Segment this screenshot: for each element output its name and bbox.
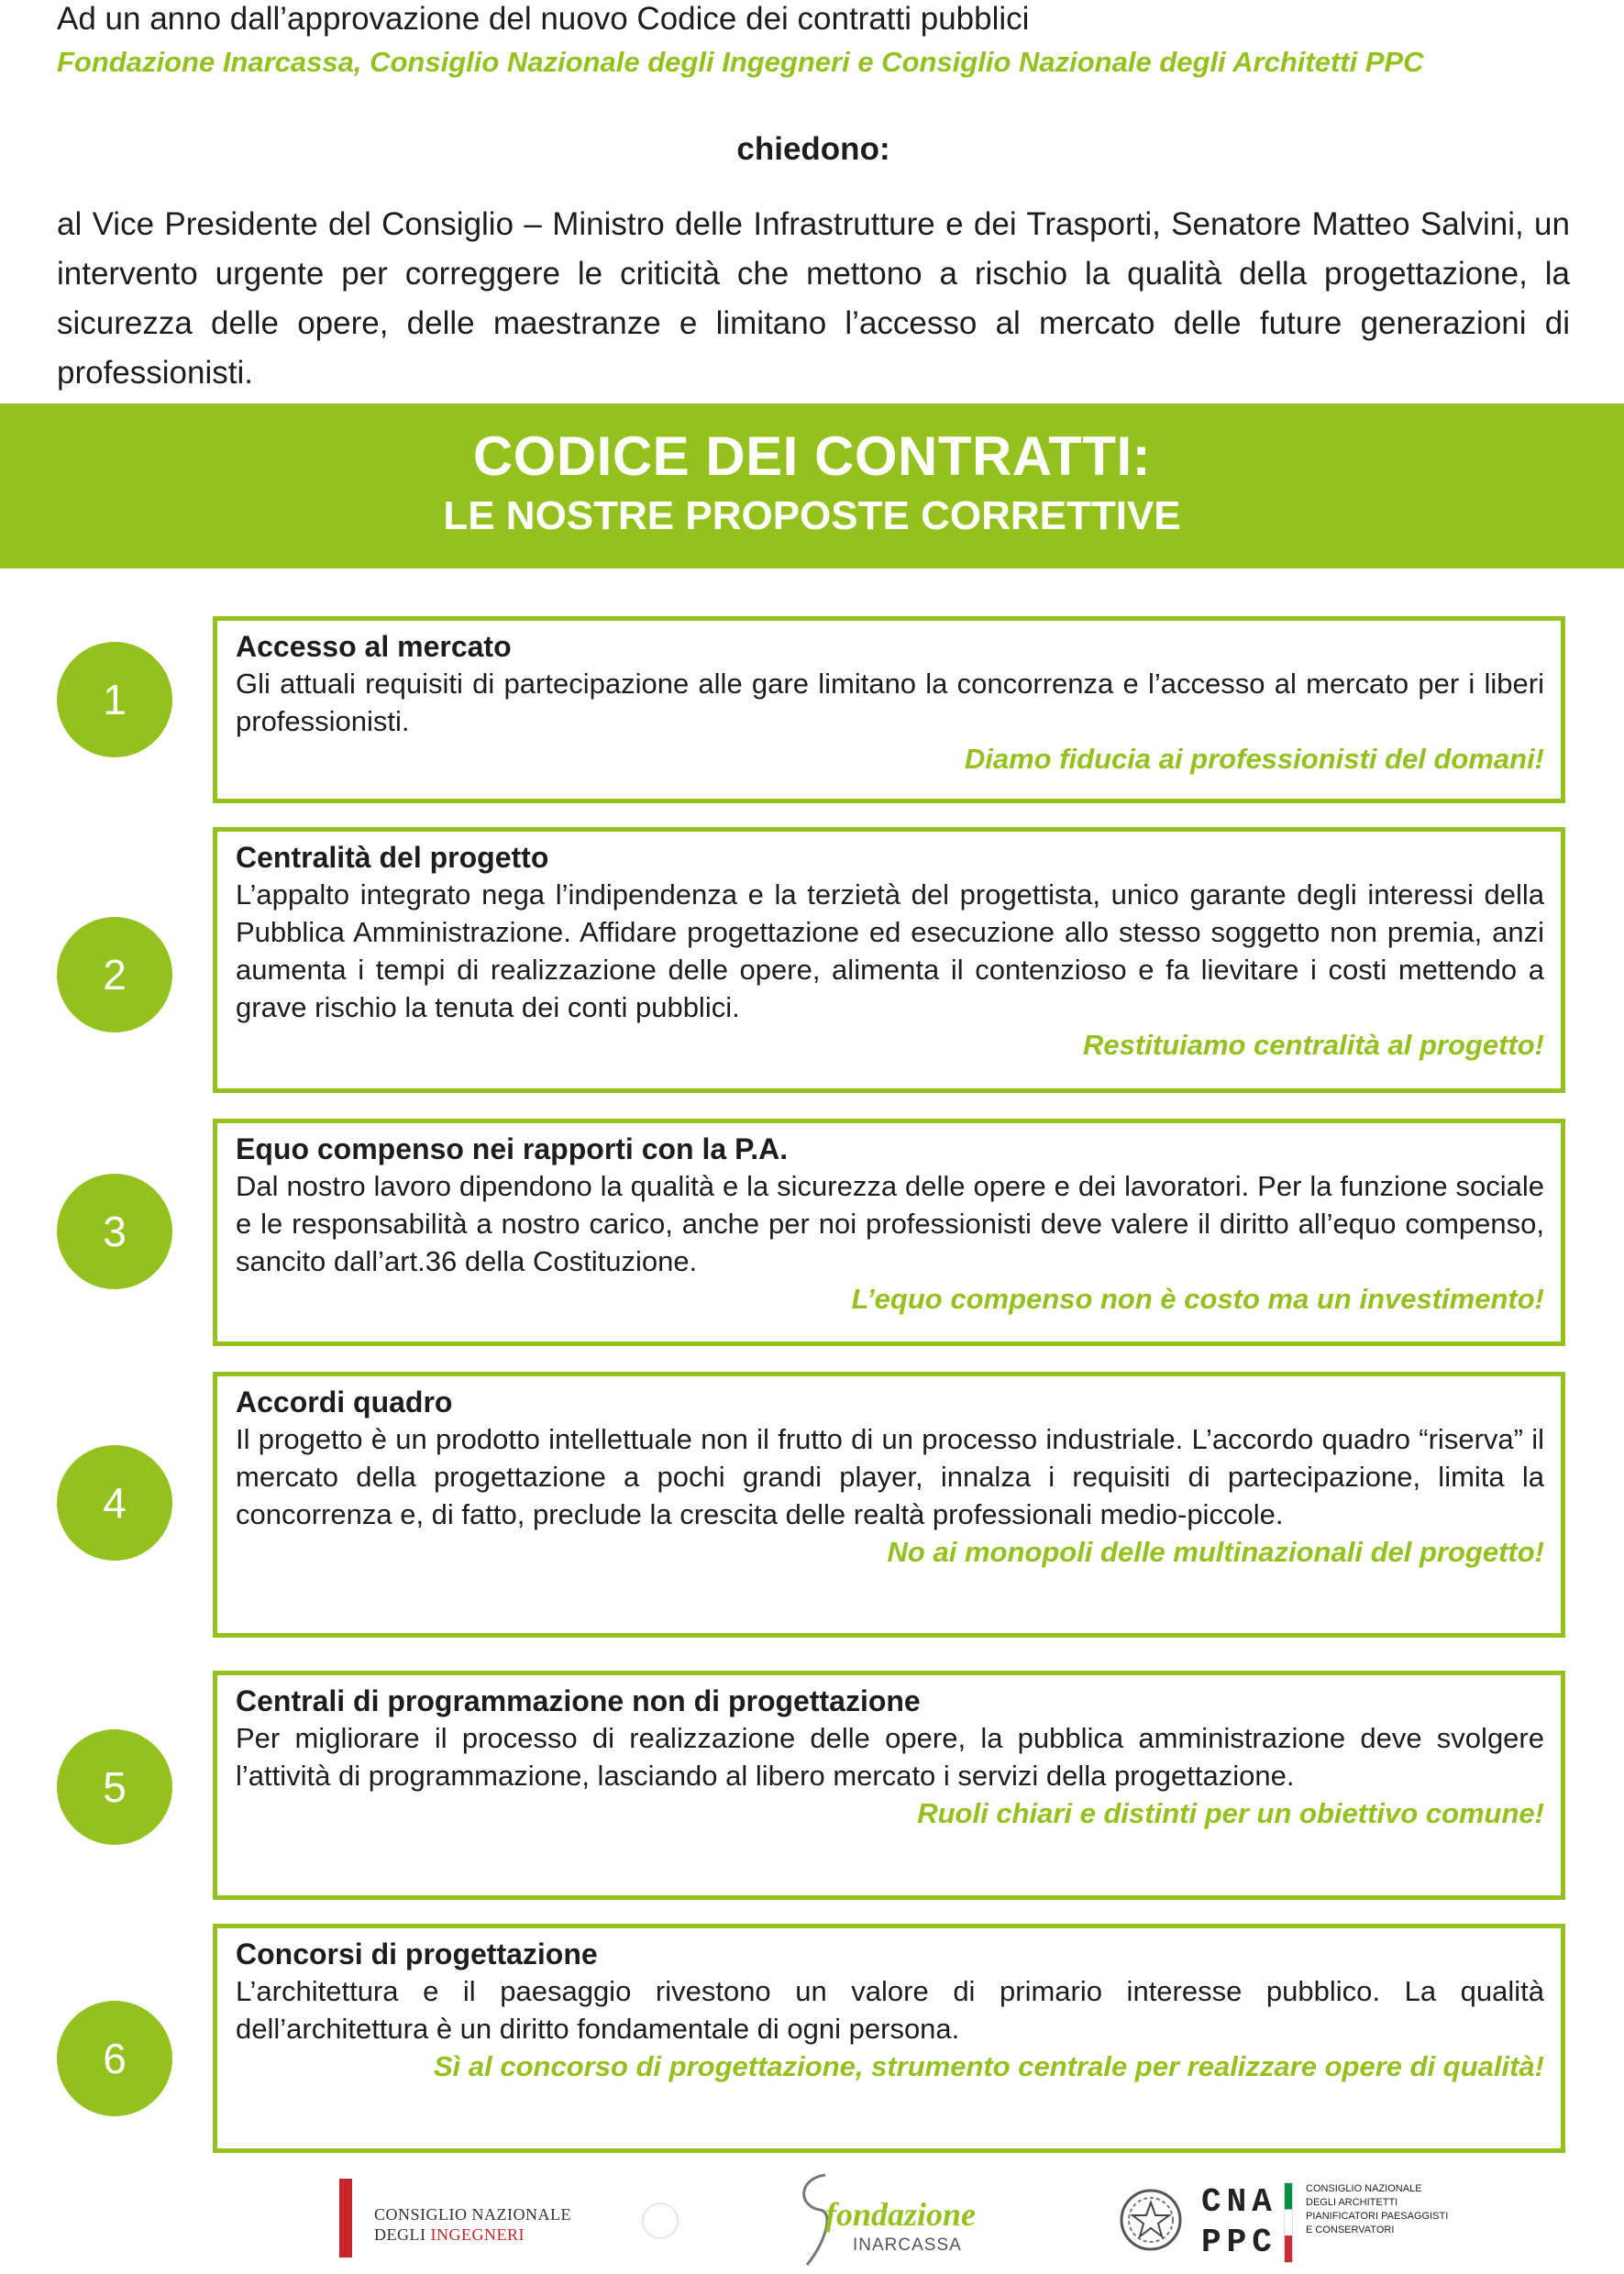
number-circle: 4 [57, 1445, 172, 1561]
proposal-text: L’appalto integrato nega l’indipendenza e la terzietà del progettista, unico garante degli interessi della Pubblica Amministrazione. Affidare progettazione ed esecuzione allo stesso soggetto non premia, anzi aumenta i tempi di realizzazione delle opere, alimenta il contenzioso e fa lievitare i costi mettendo a grave rischio la tenuta dei conti pubblici. [236, 878, 1544, 1023]
proposal-box [213, 1372, 1565, 1638]
cni-line2-highlight: INGEGNERI [430, 2225, 525, 2244]
intro-organizations: Fondazione Inarcassa, Consiglio Nazionale degli Ingegneri e Consiglio Nazionale degli Architetti PPC [57, 46, 1424, 78]
proposal-text: L’architettura e il paesaggio rivestono un valore di primario interesse pubblico. La qualità dell’architettura è un diritto fondamentale di ogni persona. [236, 1975, 1544, 2045]
proposal-box [213, 1671, 1565, 1900]
proposal-title: Concorsi di progettazione [236, 1937, 598, 1970]
cni-logo-bar [339, 2179, 352, 2257]
proposal-text: Gli attuali requisiti di partecipazione alle gare limitano la concorrenza e l’accesso al mercato per i liberi professionisti. [236, 668, 1544, 737]
banner-title: CODICE DEI CONTRATTI: [472, 425, 1152, 487]
intro-section [57, 0, 1570, 398]
number-circle: 3 [57, 1174, 172, 1289]
title-banner [0, 403, 1624, 568]
number-circle: 5 [57, 1729, 172, 1845]
cni-logo [330, 2169, 633, 2265]
number-circle: 6 [57, 2001, 172, 2116]
cni-line1: CONSIGLIO NAZIONALE [374, 2205, 571, 2224]
seal-mark-icon [642, 2202, 679, 2239]
proposal-slogan: Ruoli chiari e distinti per un obiettivo comune! [917, 1797, 1544, 1829]
proposal-text: Il progetto è un prodotto intellettuale non il frutto di un processo industriale. L’accordo quadro “riserva” il mercato della progettazione a pochi grandi player, innalza i requisiti di partecipazione, limita la concorrenza e, di fatto, preclude la crescita delle realtà professionali medio-piccole. [236, 1423, 1544, 1530]
number-circle: 1 [57, 642, 172, 757]
proposal-box [213, 1924, 1565, 2153]
proposal-title: Equo compenso nei rapporti con la P.A. [236, 1132, 789, 1165]
banner-subtitle: LE NOSTRE PROPOSTE CORRETTIVE [443, 493, 1181, 538]
footer-logos [0, 2164, 1624, 2274]
fondazione-name: fondazione [825, 2196, 977, 2233]
proposal-title: Accesso al mercato [236, 630, 512, 663]
proposal-slogan: Sì al concorso di progettazione, strumento centrale per realizzare opere di qualità! [433, 2050, 1544, 2082]
proposal-slogan: No ai monopoli delle multinazionali del progetto! [887, 1536, 1544, 1568]
proposal-slogan: Diamo fiducia ai professionisti del domani! [964, 743, 1544, 775]
cni-logo-text [374, 2204, 571, 2245]
intro-heading: Ad un anno dall’approvazione del nuovo Codice dei contratti pubblici [57, 1, 1030, 37]
number-circle: 2 [57, 917, 172, 1032]
proposal-title: Centralità del progetto [236, 841, 549, 874]
cnappc-letters: CNA PPC [1201, 2183, 1277, 2261]
cni-line2-prefix: DEGLI [374, 2225, 431, 2244]
italian-emblem-icon [1119, 2188, 1183, 2252]
proposal-title: Accordi quadro [236, 1385, 453, 1418]
proposal-box [213, 827, 1565, 1093]
proposal-text: Per migliorare il processo di realizzazione delle opere, la pubblica amministrazione deve svolgere l’attività di programmazione, lasciando al libero mercato i servizi della progettazione. [236, 1722, 1544, 1792]
proposal-title: Centrali di programmazione non di progettazione [236, 1684, 921, 1717]
fondazione-sub: INARCASSA [853, 2235, 962, 2255]
chiedono-heading: chiedono: [736, 131, 890, 167]
proposal-box [213, 1119, 1565, 1346]
cnappc-description: CONSIGLIO NAZIONALE DEGLI ARCHITETTI PIANIFICATORI PAESAGGISTI E CONSERVATORI [1306, 2183, 1449, 2235]
fondazione-inarcassa-logo [789, 2169, 1027, 2270]
request-paragraph: al Vice Presidente del Consiglio – Ministro delle Infrastrutture e dei Trasporti, Senatore Matteo Salvini, un intervento urgente per correggere le criticità che mettono a rischio la qualità della progettazione, la sicurezza delle opere, delle maestranze e limitano l’accesso al mercato delle future generazioni di professionisti. [57, 206, 1570, 391]
cnappc-flag-stripes [1284, 2182, 1293, 2263]
proposal-slogan: Restituiamo centralità al progetto! [1083, 1029, 1544, 1061]
cnappc-logo [1110, 2169, 1458, 2270]
proposal-slogan: L’equo compenso non è costo ma un investimento! [851, 1283, 1544, 1315]
proposal-text: Dal nostro lavoro dipendono la qualità e la sicurezza delle opere e dei lavoratori. Per la funzione sociale e le responsabilità a nostro carico, anche per noi professionisti deve valere il diritto all’equo compenso, sancito dall’art.36 della Costituzione. [236, 1170, 1544, 1277]
proposal-box [213, 616, 1565, 803]
